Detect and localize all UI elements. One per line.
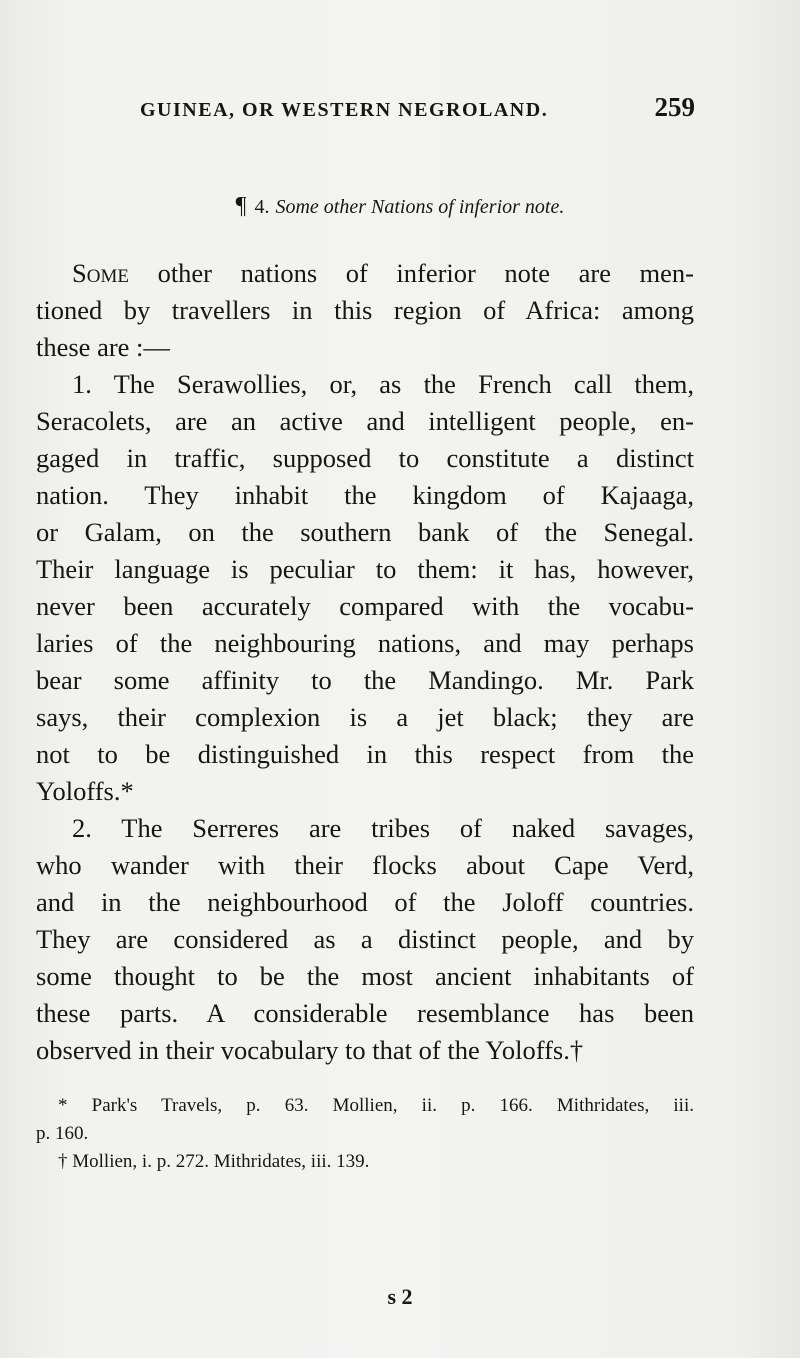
page-number: 259: [654, 92, 695, 122]
footnotes: [36, 1092, 694, 1176]
running-header: [140, 92, 695, 123]
text-line: laries of the neighbouring nations, and may perhaps: [36, 628, 694, 658]
section-heading: [0, 193, 800, 220]
signature-mark: s 2: [387, 1284, 413, 1309]
footnote-line: * Park's Travels, p. 63. Mollien, ii. p. 166. Mithridates, iii.: [58, 1095, 694, 1116]
body-text: [36, 255, 694, 1069]
text-line: and in the neighbourhood of the Joloff countries.: [36, 887, 694, 917]
text-line: They are considered as a distinct people, and by: [36, 924, 694, 954]
text-line: or Galam, on the southern bank of the Senegal.: [36, 517, 694, 547]
section-number: 4.: [254, 196, 270, 218]
text-line: gaged in traffic, supposed to constitute a distinct: [36, 443, 694, 473]
text-line: Seracolets, are an active and intelligent people, en-: [36, 406, 694, 436]
text-line: bear some affinity to the Mandingo. Mr. Park: [36, 665, 694, 695]
paragraph: [36, 255, 694, 366]
text-line: nation. They inhabit the kingdom of Kajaaga,: [36, 480, 694, 510]
section-title: Some other Nations of inferior note.: [275, 196, 565, 218]
text-line: Yoloffs.*: [36, 776, 134, 806]
text-line: tioned by travellers in this region of Africa: among: [36, 295, 694, 325]
text-line: 1. The Serawollies, or, as the French call them,: [72, 369, 694, 399]
text-line: Some other nations of inferior note are men-: [72, 258, 695, 288]
text-line: Their language is peculiar to them: it has, however,: [36, 554, 694, 584]
text-line: not to be distinguished in this respect from the: [36, 739, 694, 769]
text-line: these parts. A considerable resemblance has been: [36, 998, 694, 1028]
paragraph: [36, 366, 694, 810]
text-line: these are :—: [36, 332, 170, 362]
lead-word: Some: [72, 258, 129, 288]
paragraph: [36, 810, 694, 1069]
text-line: 2. The Serreres are tribes of naked savages,: [72, 813, 694, 843]
footnote-line: † Mollien, i. p. 272. Mithridates, iii. 139.: [58, 1151, 370, 1172]
text-line: says, their complexion is a jet black; they are: [36, 702, 694, 732]
text-line: some thought to be the most ancient inhabitants of: [36, 961, 694, 991]
text-line: never been accurately compared with the vocabu-: [36, 591, 694, 621]
text-line: who wander with their flocks about Cape Verd,: [36, 850, 694, 880]
text-line: observed in their vocabulary to that of the Yoloffs.†: [36, 1035, 584, 1065]
footnote-line: p. 160.: [36, 1123, 89, 1144]
running-title: GUINEA, OR WESTERN NEGROLAND.: [140, 99, 549, 121]
pilcrow-mark: ¶: [235, 193, 247, 219]
